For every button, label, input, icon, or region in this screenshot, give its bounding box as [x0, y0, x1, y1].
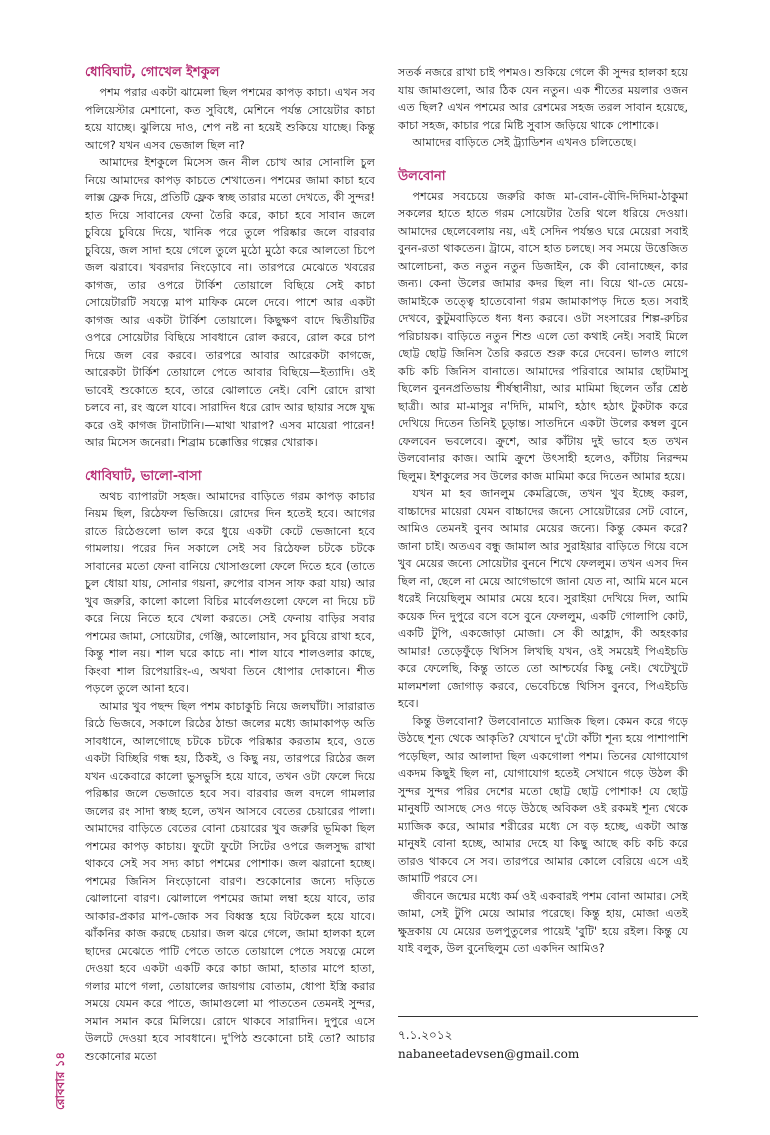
- section-heading-ulbona: উলবোনা: [398, 168, 446, 184]
- paragraph: আমাদের ইশকুলে মিসেস জন নীল চোখ আর সোনালি চুল নিয়ে আমাদের কাপড় কাচতে শেখাতেন। পশমের জামা কাচা হবে লাক্স ফ্লেক দিয়ে, প্রতিটি ফ্লেক স্বচ্ছ তারার মতো দেখতে, কী সুন্দর! হাত দিয়ে সাবানের ফেনা তৈরি করে, কাচা হবে সাবান জলে চুবিয়ে চুবিয়ে দিয়ে, খানিক পরে তুলে পরিষ্কার জলে বারবার চুবিয়ে, জল সাদা হয়ে গেলে তুলে মুঠো মুঠো করে আলতো চিপে জল ঝরাবে। খবরদার নিংড়োবে না। তারপরে মেঝেতে খবরের কাগজ, তার ওপরে টার্কিশ তোয়ালে বিছিয়ে সেই কাচা সোয়েটারটি সযত্নে মাপ মাফিক মেলে দেবে। পাশে আর একটা কাগজ আর একটা টার্কিশ তোয়ালে। কিছুক্ষণ বাদে দ্বিতীয়টির ওপরে সোয়েটার বিছিয়ে সাবধানে রোল করবে, রোল করে চাপ দিয়ে জল বের করবে। তারপরে আবার আরেকটা কাগজে, আরেকটা টার্কিশ তোয়ালে পেতে আবার বিছিয়ে—ইত্যাদি। ওই ভাবেই শুকোতে হবে, তারে ঝোলাতে নেই। বেশি রোদে রাখা চলবে না, রং জ্বলে যাবে। সারাদিন ধরে রোদ আর ছায়ার সঙ্গে যুদ্ধ করে ওই কাগজ টানাটানি।—মাথা খারাপ? এসব মায়েরা পারেন! আর মিসেস জনেরা। শিব্রাম চক্কোত্তির গল্পের খোরাক।: [85, 156, 375, 449]
- paragraph: অথচ ব্যাপারটা সহজ। আমাদের বাড়িতে গরম কাপড় কাচার নিয়ম ছিল, রিঠেফল ভিজিয়ে। রোদের দিন হতেই হবে। আগের রাতে রিঠেগুলো ভাল করে ধুয়ে একটা কেটে ভেজানো হবে গামলায়। পরের দিন সকালে সেই সব রিঠেফল চটকে চটকে সাবানের মতো ফেনা বানিয়ে খোসাগুলো ফেলে দিতে হবে (তাতে চুল ধোয়া যায়, সোনার গয়না, রুপোর বাসন সাফ করা যায়) আর খুব জরুরি, কালো কালো বিচির মার্বেলগুলো ফেলে না দিয়ে চট করে নিয়ে নিতে হবে খেলা করতে। সেই ফেনায় বাড়ির সবার পশমের জামা, সোয়েটার, গেঞ্জি, আলোয়ান, সব চুবিয়ে রাখা হবে, কিন্তু শাল নয়। শাল ঘরে কাচে না। শাল যাবে শালওলার কাছে, কিংবা শাল রিপেয়ারিং-এ, অথবা তিনে ধোপার দোকানে। শীত পড়লে তুলে আনা হবে।: [85, 489, 375, 695]
- paragraph: যখন মা হব জানলুম কেমব্রিজে, তখন খুব ইচ্ছে করল, বাচ্চাদের মায়েরা যেমন বাচ্চাদের জন্যে সোয়েটারের সেট বোনে, আমিও তেমনই বুনব আমার মেয়ের জন্যে। কিন্তু কেমন করে? জানা চাই। অতএব বন্ধু জামাল আর সুরাইয়ার বাড়িতে গিয়ে বসে খুব মেয়ের জন্যে সোয়েটার বুননে শিখে ফেললুম। তখন এসব দিন ছিল না, ছেলে না মেয়ে আগেভাগে জানা যেত না, আমি মনে মনে ধরেই নিয়েছিলুম আমার মেয়ে হবে। সুরাইয়া দেখিয়ে দিল, আমি কয়েক দিন দুপুরে বসে বসে বুনে ফেললুম, একটি গোলাপি কোট, একটি টুপি, একজোড়া মোজা। সে কী আহ্লাদ, কী অহংকার আমার! তেড়েফুঁড়ে থিসিস লিখছি যখন, ওই সময়েই পিএইচডি করে ফেলেছি, কিন্তু তাতে তো আশ্চর্যের কিছু নেই। খেটেখুটে মালমশলা জোগাড় করবে, ভেবেচিন্তে থিসিস বুনবে, পিএইচডি হবে।: [398, 487, 688, 710]
- paragraph: জীবনে জন্মের মধ্যে কর্ম ওই একবারই পশম বোনা আমার। সেই জামা, সেই টুপি মেয়ে আমার পরেছে। কিন্তু হায়, মোজা এতই ক্ষুদ্রকায় যে মেয়ের ডলপুতুলের পায়েই 'বুটি' হয়ে রইল। কিন্তু যে যাই বলুক, উল বুনেছিলুম তো একদিন আমিও?: [398, 889, 688, 955]
- section-heading-dhobighat-bhalobasa: ধোবিঘাট, ভালো-বাসা: [85, 468, 202, 484]
- left-column: [85, 64, 375, 1065]
- footer-divider: [398, 1016, 698, 1017]
- paragraph: কিন্তু উলবোনা? উলবোনাতে ম্যাজিক ছিল। কেমন করে গড়ে উঠছে শূন্য থেকে আকৃতি? যেখানে দু'টো কাঁটা শূন্য হয়ে পাশাপাশি পড়েছিল, আর আলাদা ছিল একগোলা পশম। তিনের যোগাযোগ একদম কিছুই ছিল না, যোগাযোগ হতেই সেখানে গড়ে উঠল কী সুন্দর সুন্দর পরির দেশের মতো ছোট্ট ছোট্ট পোশাক! যে ছোট্ট মানুষটি আসছে সেও গড়ে উঠছে অবিকল ওই রকমই শূন্য থেকে ম্যাজিক করে, আমার শরীরের মধ্যে সে বড় হচ্ছে, একটা আস্ত মানুষই বোনা হচ্ছে, আমার দেহে যা কিছু আছে কচি কচি করে তারও থাকবে সে সব। তারপরে আমার কোলে বেরিয়ে এসে এই জামাটি পরবে সে।: [398, 714, 688, 885]
- right-column: [398, 64, 688, 958]
- paragraph: আমার খুব পছন্দ ছিল পশম কাচাকুচি নিয়ে জলঘাঁটা। সারারাত রিঠে ভিজবে, সকালে রিঠের ঠান্ডা জলের মধ্যে জামাকাপড় অতি সাবধানে, আলগোছে চটকে চটকে পরিষ্কার করতাম হবে, ওতে একটা বিচ্ছিরি গন্ধ হয়, ঠিকই, ও কিছু নয়, তারপরে রিঠের জল যখন একেবারে কালো ভুসভুসি হয়ে যাবে, তখন ওটা ফেলে দিয়ে পরিষ্কার জলে ভেজাতে হবে সব। বারবার জল বদলে গামলার জলের রং সাদা স্বচ্ছ হলে, তখন আসবে বেতের চেয়ারের পালা। আমাদের বাড়িতে বেতের বোনা চেয়ারের খুব জরুরি ভূমিকা ছিল পশমের কাপড় কাচায়। ফুটো ফুটো সিটের ওপরে জলসুদ্ধ রাখা থাকবে সেই সব সদ্য কাচা পশমের পোশাক। জল ঝরানো হচ্ছে। পশমের জিনিস নিংড়োনো বারণ। শুকোনোর জন্যে দড়িতে ঝোলানো বারণ। ঝোলালে পশমের জামা লম্বা হয়ে যাবে, তার আকার-প্রকার মাপ-জোক সব বিধ্বস্ত হয়ে বিটকেল হয়ে যাবে। ঝাঁকনির কাজ করছে চেয়ার। জল ঝরে গেলে, জামা হালকা হলে ছাদের মেঝেতে পাটি পেতে তাতে তোয়ালে পেতে সযত্নে মেলে দেওয়া হবে একটা একটি করে কাচা জামা, হাতার মাপে হাতা, গলার মাপে গলা, তোয়ালের জায়গায় বোতাম, ধোপা ইস্ত্রি করার সময়ে যেমন করে পাতে, জামাগুলো মা পাততেন তেমনই সুন্দর, সমান সমান করে মিলিয়ে। রোদে থাকবে সারাদিন। দুপুরে এসে উলটে দেওয়া হবে সাবধানে। দু'পিঠ শুকোনো চাই তো? আচার শুকোনোর মতো: [85, 699, 375, 1063]
- article-date: ৭.১.২০১২: [398, 1028, 453, 1042]
- section-heading-dhobighat-gokhale: ধোবিঘাট, গোখেল ইশকুল: [85, 65, 220, 80]
- paragraph: আমাদের বাড়িতে সেই ট্র্যাডিশন এখনও চলিতেছে।: [412, 136, 637, 149]
- page-folio: রোববার ১৪: [53, 1051, 67, 1110]
- paragraph: পশমের সবচেয়ে জরুরি কাজ মা-বোন-বৌদি-দিদিমা-ঠাকুমা সকলের হাতে হাতে গরম সোয়েটার তৈরি থলে ধরিয়ে দেওয়া। আমাদের ছেলেবেলায় নয়, এই সেদিন পর্যন্তও ঘরে মেয়েরা সবাই বুনন-রতা থাকতেন। ট্রামে, বাসে হাত চলছে। সব সময়ে উত্তেজিত আলোচনা, কত নতুন নতুন ডিজাইন, কে কী বোনাচ্ছেন, কার জন্য। কেনা উলের জামার কদর ছিল না। বিয়ে থা-তে মেয়ে-জামাইকে তত্ত্বে হাতেবোনা গরম জামাকাপড় দিতে হত। সবাই দেখবে, কুটুমবাড়িতে ধন্য ধন্য করবে। ওটা সংসারের শিল্প-রুচির পরিচায়ক। বাড়িতে নতুন শিশু এলে তো কথাই নেই। সবাই মিলে ছোট্ট ছোট্ট জিনিস তৈরি করতে শুরু করে দেবেন। ভালও লাগে কচি কচি জিনিস বানাতে। আমাদের পরিবারে আমার ছোটমাসু ছিলেন বুননপ্রতিভায় শীর্ষস্থানীয়া, আর মামিমা ছিলেন তাঁর শ্রেষ্ঠ ছাত্রী। আর মা-মাসুর ন'দিদি, মামণি, হঠাৎ হঠাৎ টুকটাক করে দেখিয়ে দিতেন তিনিই চূড়ান্ত। সাতদিনে একটা উলের কম্বল বুনে ফেলবেন ভবলেবে। ক্রুশে, আর কাঁটায় দুই ভাবে হত তখন উলবোনার কাজ। আমি ক্রুশে উৎসাহী হলেও, কাঁটায় নিরন্দম ছিলুম। ইশকুলের সব উলের কাজ মামিমা করে দিতেন আমার হয়ে।: [398, 189, 688, 483]
- paragraph: পশম পরার একটা ঝামেলা ছিল পশমের কাপড় কাচা। এখন সব পলিয়েস্টার মেশানো, কত সুবিধে, মেশিনে পর্যন্ত সোয়েটার কাচা হয়ে যাচ্ছে। ঝুলিয়ে দাও, শেপ নষ্ট না হয়েই শুকিয়ে যাচ্ছে। কিন্তু আগে? যখন এসব ভেজাল ছিল না?: [85, 86, 375, 152]
- paragraph: সতর্ক নজরে রাখা চাই পশমও। শুকিয়ে গেলে কী সুন্দর হালকা হয়ে যায় জামাগুলো, আর ঠিক যেন নতুন। এক শীতের ময়লার ওজন এত ছিল? এখন পশমের আর রেশমের সহজ তরল সাবান হয়েছে, কাচা সহজ, কাচার পরে মিষ্টি সুবাস জড়িয়ে থাকে পোশাকে।: [398, 66, 688, 132]
- author-email: nabaneetadevsen@gmail.com: [398, 1047, 580, 1061]
